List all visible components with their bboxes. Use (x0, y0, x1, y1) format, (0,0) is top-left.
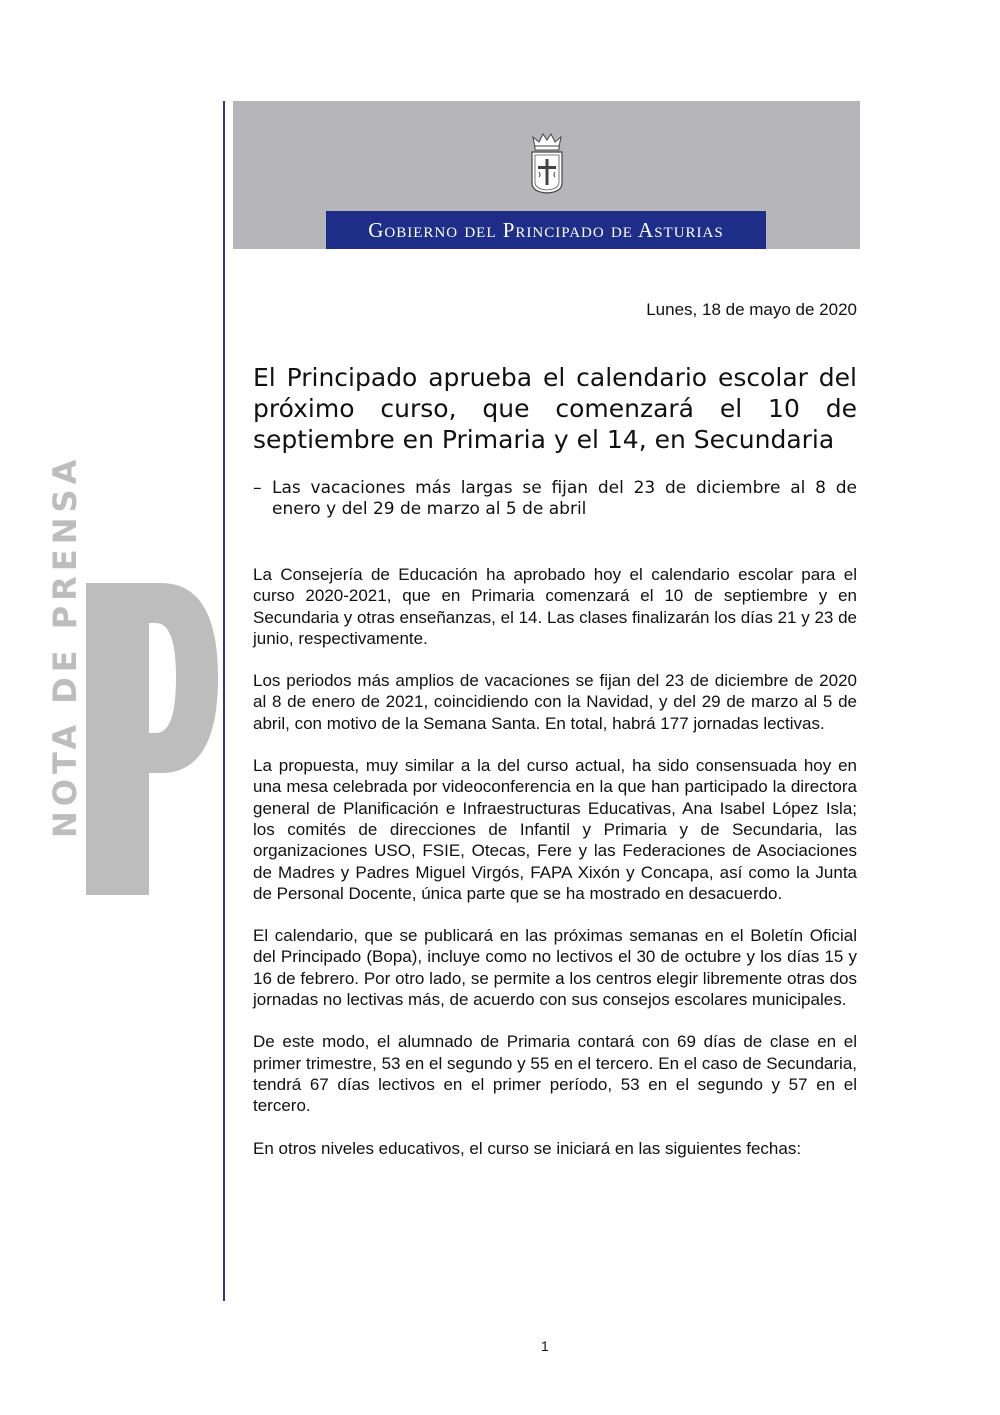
paragraph: En otros niveles educativos, el curso se iniciará en las siguientes fechas: (253, 1138, 802, 1158)
nota-de-prensa-label: NOTA DE PRENSA (46, 454, 84, 838)
page-number: 1 (541, 1338, 549, 1354)
subheadline-text: Las vacaciones más largas se fijan del 23 de diciembre al 8 de enero y del 29 de marzo al 5 de abril (272, 478, 857, 519)
subheadline-dash: – (253, 478, 262, 498)
paragraph: La Consejería de Educación ha aprobado hoy el calendario escolar para el curso 2020-2021, que en Primaria comenzará el 10 de septiembre y en Secundaria y otras enseñanzas, el 14. Las clases finalizarán los días 21 y 23 de junio, respectivamente. (253, 565, 857, 648)
government-banner: Gobierno del Principado de Asturias (326, 211, 766, 249)
paragraph: Los periodos más amplios de vacaciones se fijan del 23 de diciembre de 2020 al 8 de enero de 2021, coincidiendo con la Navidad, y del 29 de marzo al 5 de abril, con motivo de la Semana Santa. En total, habrá 177 jornadas lectivas. (253, 671, 857, 733)
paragraph: De este modo, el alumnado de Primaria contará con 69 días de clase en el primer trimestre, 53 en el segundo y 55 en el tercero. En el caso de Secundaria, tendrá 67 días lectivos en el primer período, 53 en el segundo y 57 en el tercero. (253, 1032, 857, 1116)
big-letter-p (86, 583, 218, 895)
subheadline (253, 478, 857, 520)
press-date: Lunes, 18 de mayo de 2020 (646, 300, 857, 319)
letterhead (233, 101, 860, 249)
headline: El Principado aprueba el calendario escolar del próximo curso, que comenzará el 10 de septiembre en Primaria y el 14, en Secundaria (253, 363, 857, 454)
margin-rule (223, 101, 225, 1301)
paragraph: El calendario, que se publicará en las próximas semanas en el Boletín Oficial del Principado (Bopa), incluye como no lectivos el 30 de octubre y los días 15 y 16 de febrero. Por otro lado, se permite a los centros elegir libremente otras dos jornadas no lectivas más, de acuerdo con sus consejos escolares municipales. (253, 926, 857, 1010)
paragraph: La propuesta, muy similar a la del curso actual, ha sido consensuada hoy en una mesa celebrada por videoconferencia en la que han participado la directora general de Planificación e Infraestructuras Educativas, Ana Isabel López Isla; los comités de direcciones de Infantil y Primaria y de Secundaria, las organizaciones USO, FSIE, Otecas, Fere y las Federaciones de Asociaciones de Madres y Padres Miguel Virgós, FAPA Xixón y Concapa, así como la Junta de Personal Docente, única parte que se ha mostrado en desacuerdo. (253, 756, 857, 903)
article-body (253, 564, 857, 1180)
coat-of-arms-icon (529, 131, 565, 195)
